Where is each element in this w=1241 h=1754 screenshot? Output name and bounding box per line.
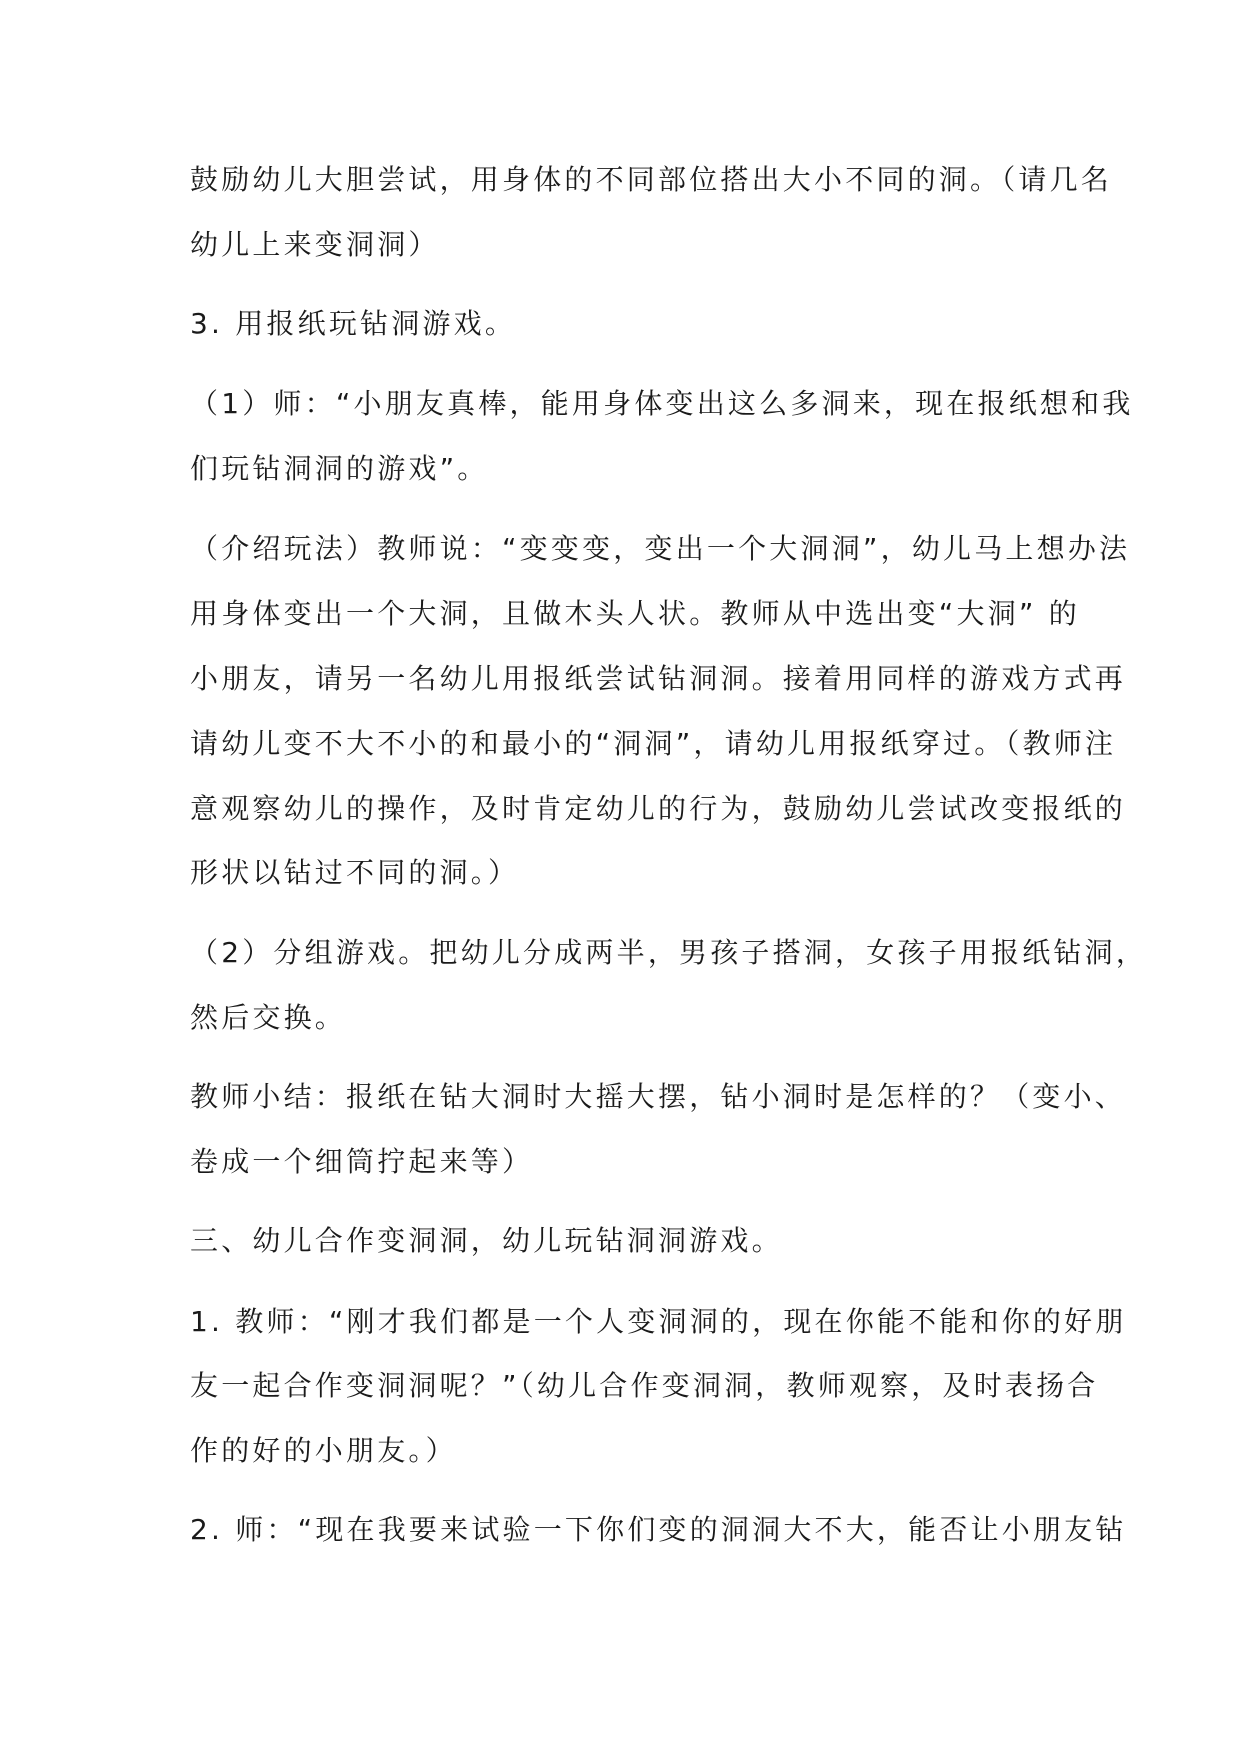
text-line: （2）分组游戏。把幼儿分成两半，男孩子搭洞，女孩子用报纸钻洞， [190, 936, 1148, 969]
text-line: 意观察幼儿的操作，及时肯定幼儿的行为，鼓励幼儿尝试改变报纸的 [190, 792, 1127, 825]
text-line: 们玩钻洞洞的游戏”。 [190, 452, 489, 485]
text-line: 三、幼儿合作变洞洞，幼儿玩钻洞洞游戏。 [190, 1224, 783, 1257]
text-line: （介绍玩法）教师说：“变变变，变出一个大洞洞”，幼儿马上想办法 [190, 532, 1131, 565]
text-line: 2. 师：“现在我要来试验一下你们变的洞洞大不大，能否让小朋友钻 [190, 1513, 1127, 1546]
text-line: 小朋友，请另一名幼儿用报纸尝试钻洞洞。接着用同样的游戏方式再 [190, 662, 1127, 695]
text-line: 幼儿上来变洞洞） [190, 228, 440, 261]
text-line: 卷成一个细筒拧起来等） [190, 1145, 534, 1178]
text-line: （1）师：“小朋友真棒，能用身体变出这么多洞来，现在报纸想和我 [190, 387, 1134, 420]
text-line: 作的好的小朋友。） [190, 1434, 457, 1467]
text-line: 然后交换。 [190, 1001, 347, 1034]
text-line: 形状以钻过不同的洞。） [190, 856, 520, 889]
text-line: 友一起合作变洞洞呢？”（幼儿合作变洞洞，教师观察，及时表扬合 [190, 1369, 1099, 1402]
text-line: 请幼儿变不大不小的和最小的“洞洞”，请幼儿用报纸穿过。（教师注 [190, 727, 1117, 760]
text-line: 用身体变出一个大洞，且做木头人状。教师从中选出变“大洞” 的 [190, 597, 1080, 630]
text-line: 1. 教师：“刚才我们都是一个人变洞洞的，现在你能不能和你的好朋 [190, 1305, 1127, 1338]
text-line: 教师小结：报纸在钻大洞时大摇大摆，钻小洞时是怎样的？（变小、 [190, 1080, 1127, 1113]
text-line: 3. 用报纸玩钻洞游戏。 [190, 307, 517, 340]
text-line: 鼓励幼儿大胆尝试，用身体的不同部位搭出大小不同的洞。（请几名 [190, 163, 1113, 196]
